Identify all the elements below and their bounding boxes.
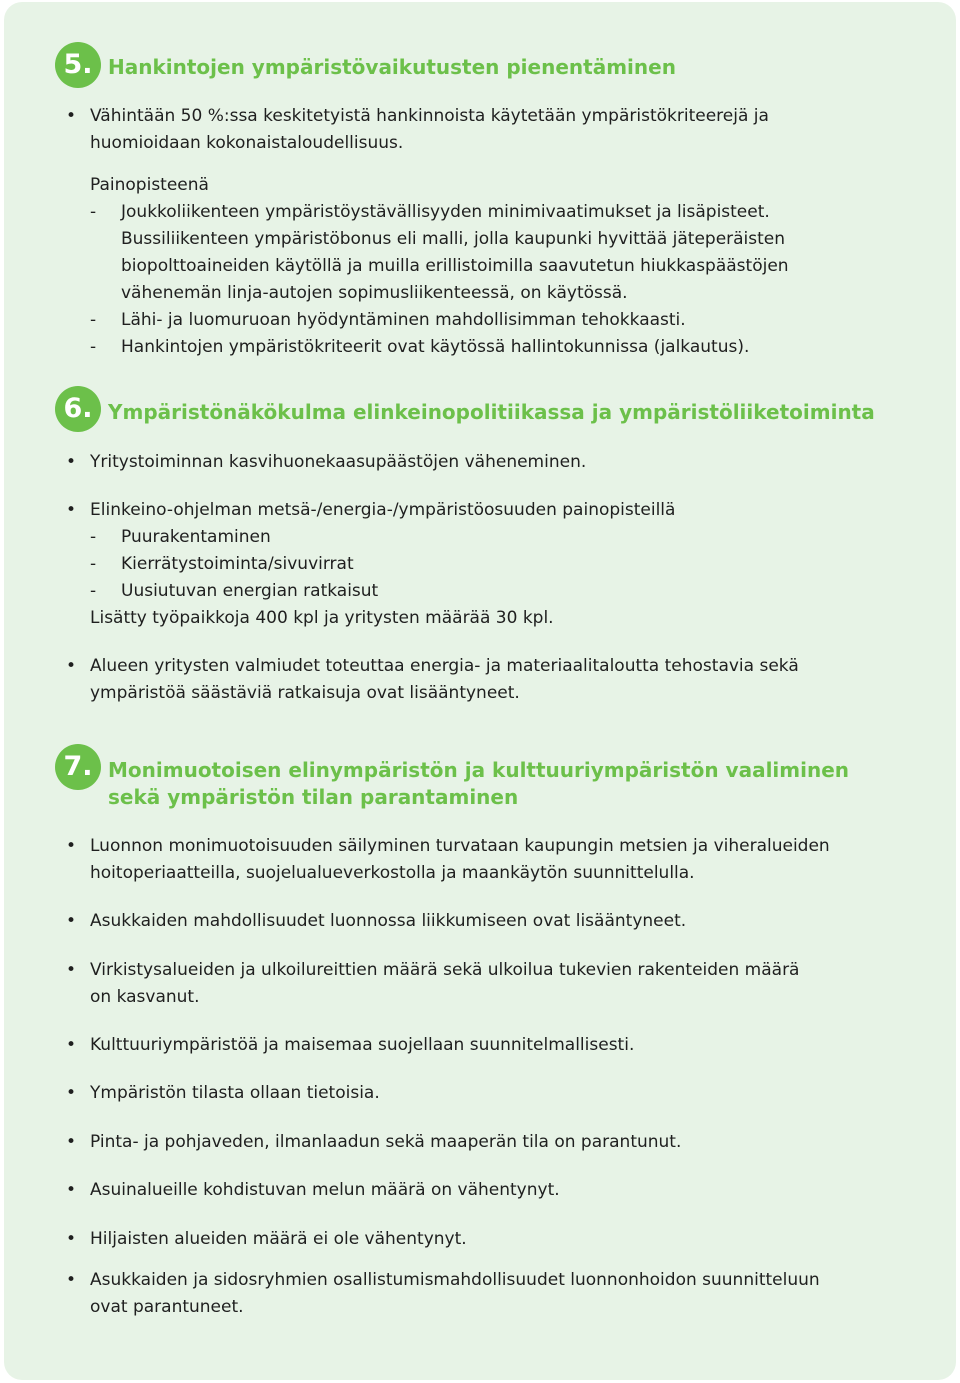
section-heading: Hankintojen ympäristövaikutusten pienentäminen [108,55,676,79]
bullet-icon: • [66,500,77,520]
bullet-icon: • [66,1132,77,1152]
dash-item-text: Kierrätystoiminta/sivuvirrat [121,554,354,574]
bullet-text: Hiljaisten alueiden määrä ei ole vähentynyt. [90,1229,467,1249]
dash-item-text: Uusiutuvan energian ratkaisut [121,581,379,601]
dash-icon: - [90,202,97,222]
dash-item-text: vähenemän linja-autojen sopimusliikenteessä, on käytössä. [121,283,628,303]
bullet-text: Luonnon monimuotoisuuden säilyminen turvataan kaupungin metsien ja viheralueiden [90,836,830,856]
bullet-text: Vähintään 50 %:ssa keskitetyistä hankinnoista käytetään ympäristökriteerejä ja [90,106,769,126]
dash-item-text: Lähi- ja luomuruoan hyödyntäminen mahdollisimman tehokkaasti. [121,310,686,330]
bullet-icon: • [66,1270,77,1290]
bullet-text: huomioidaan kokonaistaloudellisuus. [90,133,404,153]
section-number-badge: 7. [55,744,101,790]
bullet-icon: • [66,1083,77,1103]
bullet-text: Virkistysalueiden ja ulkoilureittien määrä sekä ulkoilua tukevien rakenteiden määrä [90,960,800,980]
dash-icon: - [90,310,97,330]
dash-icon: - [90,527,97,547]
focus-label: Painopisteenä [90,175,209,195]
dash-item-text: Joukkoliikenteen ympäristöystävällisyyden minimivaatimukset ja lisäpisteet. [121,202,770,222]
dash-item-text: Bussiliikenteen ympäristöbonus eli malli, jolla kaupunki hyvittää jäteperäisten [121,229,786,249]
dash-item-text: Hankintojen ympäristökriteerit ovat käytössä hallintokunnissa (jalkautus). [121,337,750,357]
bullet-text: Elinkeino-ohjelman metsä-/energia-/ympäristöosuuden painopisteillä [90,500,676,520]
dash-item-text: biopolttoaineiden käytöllä ja muilla erillistoimilla saavutetun hiukkaspäästöjen [121,256,789,276]
section-number-badge: 5. [55,42,101,88]
section-number-badge: 6. [55,386,101,432]
bullet-text: on kasvanut. [90,987,200,1007]
bullet-icon: • [66,1180,77,1200]
section-heading: Ympäristönäkökulma elinkeinopolitiikassa ja ympäristöliiketoiminta [108,400,875,424]
bullet-icon: • [66,1229,77,1249]
dash-item-text: Puurakentaminen [121,527,271,547]
bullet-text: Alueen yritysten valmiudet toteuttaa energia- ja materiaalitaloutta tehostavia sekä [90,656,799,676]
section-heading: Monimuotoisen elinympäristön ja kulttuuriympäristön vaaliminen [108,758,850,782]
bullet-text: ovat parantuneet. [90,1297,244,1317]
bullet-icon: • [66,656,77,676]
section-heading: sekä ympäristön tilan parantaminen [108,785,519,809]
bullet-text: hoitoperiaatteilla, suojelualueverkostolla ja maankäytön suunnittelulla. [90,863,695,883]
bullet-text: Pinta- ja pohjaveden, ilmanlaadun sekä maaperän tila on parantunut. [90,1132,682,1152]
bullet-icon: • [66,452,77,472]
bullet-text: Kulttuuriympäristöä ja maisemaa suojellaan suunnitelmallisesti. [90,1035,635,1055]
bullet-text: Asukkaiden mahdollisuudet luonnossa liikkumiseen ovat lisääntyneet. [90,911,687,931]
bullet-icon: • [66,1035,77,1055]
bullet-icon: • [66,911,77,931]
bullet-text: Asuinalueille kohdistuvan melun määrä on vähentynyt. [90,1180,560,1200]
bullet-icon: • [66,960,77,980]
dash-icon: - [90,554,97,574]
bullet-icon: • [66,836,77,856]
dash-icon: - [90,337,97,357]
bullet-text: Ympäristön tilasta ollaan tietoisia. [90,1083,380,1103]
bullet-text: Yritystoiminnan kasvihuonekaasupäästöjen väheneminen. [90,452,587,472]
bullet-text: Lisätty työpaikkoja 400 kpl ja yritysten määrää 30 kpl. [90,608,554,628]
bullet-text: Asukkaiden ja sidosryhmien osallistumismahdollisuudet luonnonhoidon suunnitteluun [90,1270,820,1290]
bullet-icon: • [66,106,77,126]
dash-icon: - [90,581,97,601]
bullet-text: ympäristöä säästäviä ratkaisuja ovat lisääntyneet. [90,683,520,703]
